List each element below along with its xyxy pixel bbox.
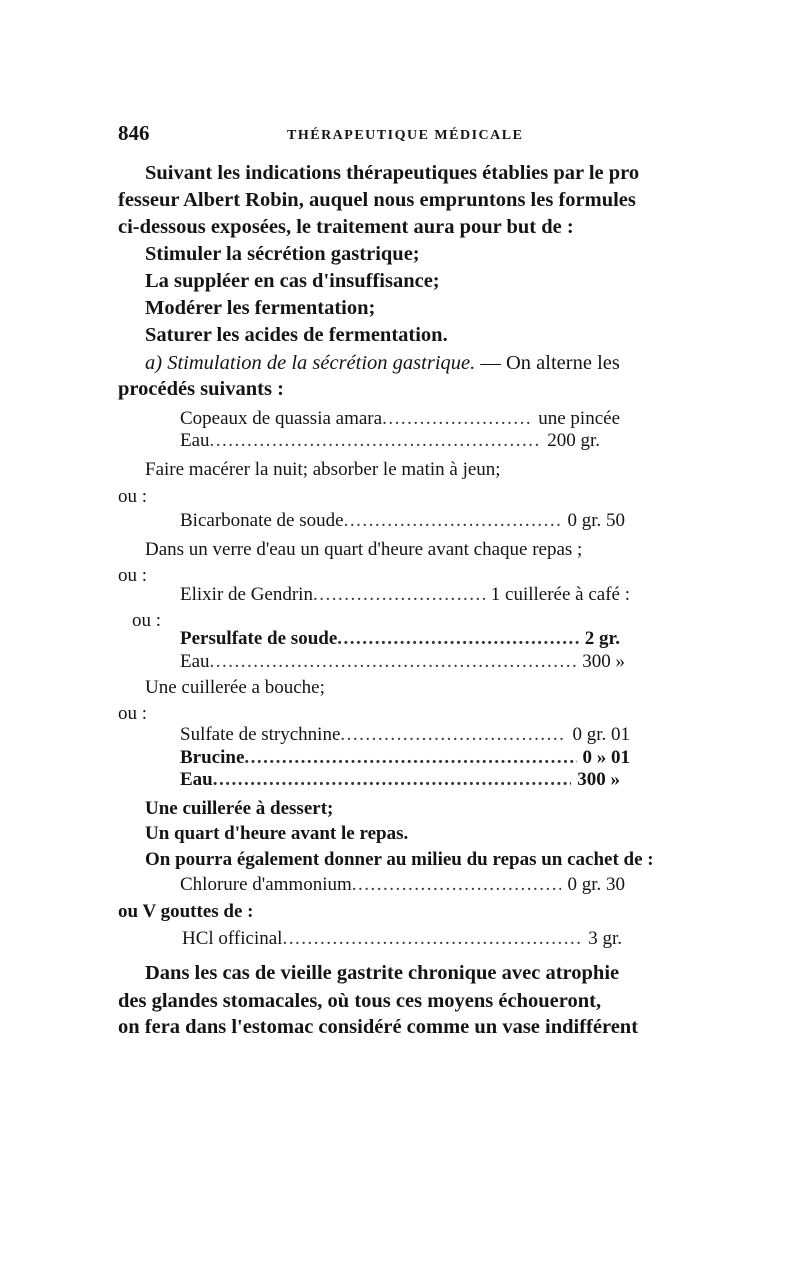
section-a-heading: [145, 350, 620, 376]
recipe-line: [182, 926, 622, 952]
instruction-5-line-1: Une cuillerée à dessert;: [145, 798, 334, 819]
ingredient-quantity: 3 gr.: [588, 928, 622, 949]
ingredient-name: Chlorure d'ammonium: [180, 874, 352, 895]
ingredient-name: Persulfate de soude: [180, 628, 338, 649]
ingredient-quantity: 1 cuillerée à café :: [490, 584, 630, 605]
ingredient-name: Bicarbonate de soude: [180, 510, 344, 531]
ingredient-name: Eau: [180, 430, 210, 451]
instruction-5-line-2: Un quart d'heure avant le repas.: [145, 823, 409, 844]
ingredient-quantity: 0 gr. 01: [572, 724, 630, 745]
leader-dots: [210, 649, 577, 675]
ingredient-name: Copeaux de quassia amara: [180, 408, 383, 429]
intro-line-1: Suivant les indications thérapeutiques établies par le pro: [145, 162, 640, 184]
instruction-4: Une cuillerée a bouche;: [145, 677, 325, 698]
ingredient-quantity: une pincée: [538, 408, 620, 429]
page-number: 846: [118, 121, 150, 145]
ou-separator: ou :: [118, 565, 148, 586]
instruction-1: Faire macérer la nuit; absorber le matin à jeun;: [145, 459, 501, 480]
ingredient-quantity: 0 gr. 50: [567, 510, 625, 531]
ingredient-name: Elixir de Gendrin: [180, 584, 313, 605]
ou-separator: ou :: [118, 703, 148, 724]
recipe-line: [180, 767, 620, 793]
ingredient-quantity: 0 » 01: [582, 747, 630, 768]
recipe-line: [180, 872, 625, 898]
goal-2: La suppléer en cas d'insuffisance;: [145, 270, 440, 292]
leader-dots: [344, 508, 562, 534]
goal-4: Saturer les acides de fermentation.: [145, 324, 448, 346]
leader-dots: [282, 926, 582, 952]
goal-3: Modérer les fermentation;: [145, 297, 376, 319]
ingredient-quantity: 300 »: [577, 769, 620, 790]
ingredient-quantity: 200 gr.: [547, 430, 600, 451]
ingredient-quantity: 2 gr.: [584, 628, 620, 649]
ingredient-name: Eau: [180, 651, 210, 672]
ingredient-quantity: 300 »: [582, 651, 625, 672]
recipe-line: [180, 508, 625, 534]
ingredient-name: Eau: [180, 769, 213, 790]
closing-line-1: Dans les cas de vieille gastrite chronique avec atrophie: [145, 962, 620, 984]
closing-line-3: on fera dans l'estomac considéré comme un vase indifférent: [118, 1016, 639, 1038]
ingredient-quantity: 0 gr. 30: [567, 874, 625, 895]
ou-separator: ou :: [118, 486, 148, 507]
leader-dots: [210, 428, 542, 454]
section-a-label: a): [145, 352, 163, 374]
ingredient-name: Brucine: [180, 747, 245, 768]
leader-dots: [313, 582, 485, 608]
section-a-continuation: procédés suivants :: [118, 378, 284, 400]
section-a-text: — On alterne les: [480, 352, 620, 374]
recipe-line: [180, 649, 625, 675]
instruction-5-line-3: On pourra également donner au milieu du repas un cachet de :: [145, 849, 654, 870]
section-a-title: Stimulation de la sécrétion gastrique.: [167, 352, 476, 374]
instruction-2: Dans un verre d'eau un quart d'heure avant chaque repas ;: [145, 539, 583, 560]
leader-dots: [352, 872, 562, 898]
recipe-line: [180, 582, 630, 608]
ingredient-name: Sulfate de strychnine: [180, 724, 341, 745]
intro-line-3: ci-dessous exposées, le traitement aura pour but de :: [118, 216, 574, 238]
ingredient-name: HCl officinal: [182, 928, 283, 949]
intro-line-2: fesseur Albert Robin, auquel nous empruntons les formules: [118, 189, 636, 211]
recipe-line: [180, 428, 600, 454]
leader-dots: [213, 767, 572, 793]
goal-1: Stimuler la sécrétion gastrique;: [145, 243, 420, 265]
ou-v-separator: ou V gouttes de :: [118, 901, 254, 922]
closing-line-2: des glandes stomacales, où tous ces moyens échoueront,: [118, 990, 602, 1012]
running-title: THÉRAPEUTIQUE MÉDICALE: [287, 128, 524, 143]
ou-separator: ou :: [132, 610, 162, 631]
